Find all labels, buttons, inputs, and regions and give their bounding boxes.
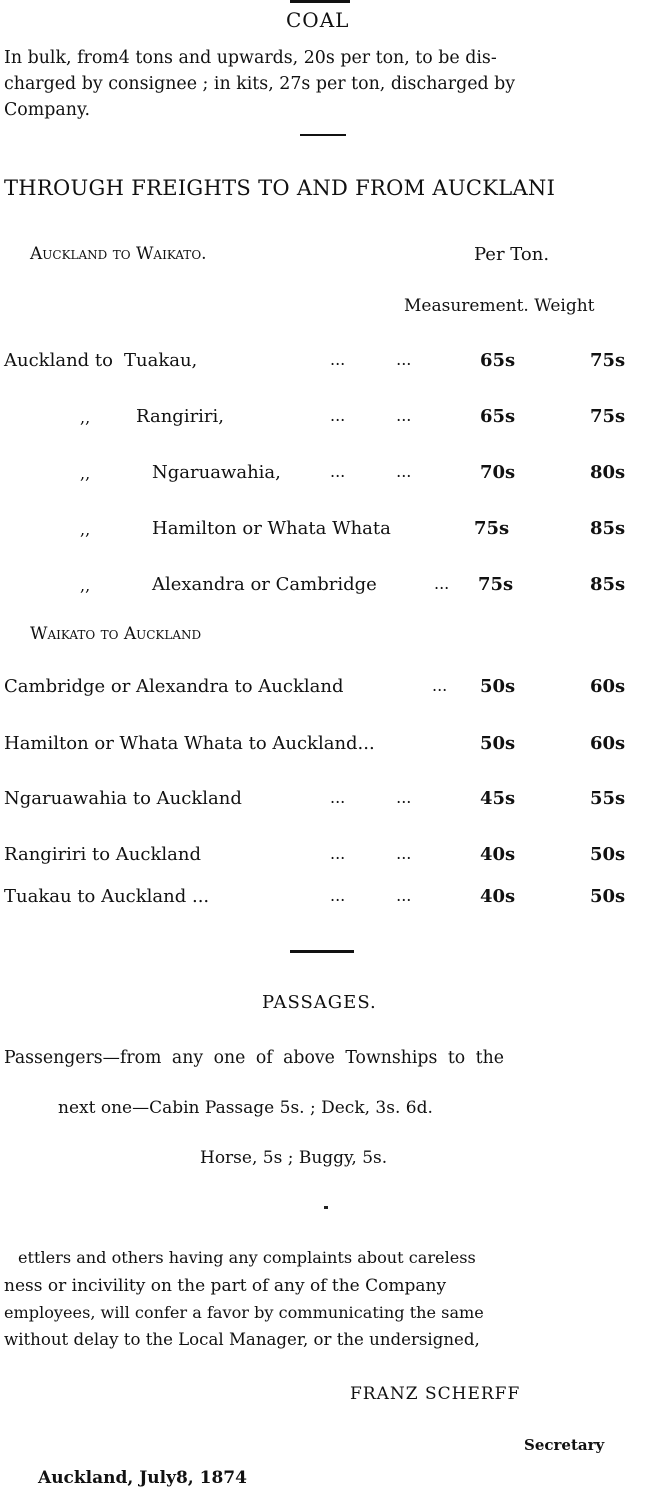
row-weight: 75s: [590, 406, 626, 427]
row-place: Hamilton or Whata Whata: [152, 518, 391, 539]
row-dots: ... ...: [330, 844, 412, 863]
row-weight: 60s: [590, 733, 626, 754]
row-prefix: ,,: [80, 464, 91, 483]
row-dots: ...: [432, 676, 448, 695]
row-measure: 75s: [478, 574, 514, 595]
row-weight: 60s: [590, 676, 626, 697]
row-weight: 50s: [590, 844, 626, 865]
row-measure: 70s: [480, 462, 516, 483]
passages-line-1: Passengers—from any one of above Townships to the: [4, 1048, 504, 1068]
row-place: Rangiriri,: [136, 406, 225, 427]
notice-line-2: ness or incivility on the part of any of the Company: [4, 1276, 447, 1296]
row-dots: ... ...: [330, 788, 412, 807]
row-place: Tuakau to Auckland ...: [4, 886, 210, 907]
row-place: Ngaruawahia,: [152, 462, 281, 483]
row-measure: 75s: [474, 518, 510, 539]
row-place: Tuakau,: [124, 350, 198, 371]
freights-heading: THROUGH FREIGHTS TO AND FROM AUCKLANI: [4, 176, 556, 200]
row-weight: 85s: [590, 518, 626, 539]
row-dots: ... ...: [330, 350, 412, 369]
signature-title: Secretary: [524, 1436, 605, 1454]
coal-text-line-2: charged by consignee ; in kits, 27s per ton, discharged by: [4, 74, 516, 94]
notice-line-3: employees, will confer a favor by communicating the same: [4, 1303, 484, 1322]
row-measure: 40s: [480, 844, 516, 865]
dot-mark: [324, 1206, 328, 1209]
row-measure: 40s: [480, 886, 516, 907]
row-prefix: ,,: [80, 520, 91, 539]
row-weight: 50s: [590, 886, 626, 907]
row-prefix: Auckland to: [4, 350, 113, 371]
row-measure: 50s: [480, 676, 516, 697]
passages-line-2: next one—Cabin Passage 5s. ; Deck, 3s. 6d.: [58, 1098, 433, 1118]
per-ton-label: Per Ton.: [474, 244, 550, 265]
divider-rule: [300, 134, 346, 136]
place-date: Auckland, July8, 1874: [38, 1468, 247, 1488]
top-rule: [290, 0, 350, 3]
row-prefix: ,,: [80, 576, 91, 595]
row-prefix: ,,: [80, 408, 91, 427]
row-weight: 80s: [590, 462, 626, 483]
passages-heading: PASSAGES.: [262, 992, 377, 1013]
row-weight: 85s: [590, 574, 626, 595]
coal-heading: COAL: [286, 8, 350, 32]
row-place: Cambridge or Alexandra to Auckland: [4, 676, 344, 697]
signature-name: FRANZ SCHERFF: [350, 1384, 521, 1404]
section-auckland-to-waikato: Auckland to Waikato.: [30, 244, 207, 264]
row-measure: 45s: [480, 788, 516, 809]
row-dots: ... ...: [330, 462, 412, 481]
row-weight: 75s: [590, 350, 626, 371]
row-place: Hamilton or Whata Whata to Auckland...: [4, 733, 375, 754]
divider-rule: [290, 950, 354, 953]
row-place: Ngaruawahia to Auckland: [4, 788, 242, 809]
section-waikato-to-auckland: Waikato to Auckland: [30, 624, 202, 644]
row-weight: 55s: [590, 788, 626, 809]
row-measure: 65s: [480, 350, 516, 371]
row-dots: ...: [434, 574, 450, 593]
row-place: Alexandra or Cambridge: [152, 574, 377, 595]
row-dots: ... ...: [330, 886, 412, 905]
row-measure: 50s: [480, 733, 516, 754]
row-place: Rangiriri to Auckland: [4, 844, 201, 865]
notice-line-4: without delay to the Local Manager, or the undersigned,: [4, 1330, 480, 1349]
row-measure: 65s: [480, 406, 516, 427]
coal-text-line-1: In bulk, from4 tons and upwards, 20s per ton, to be dis-: [4, 48, 497, 68]
column-headers: Measurement. Weight: [404, 296, 595, 316]
coal-text-line-3: Company.: [4, 100, 91, 120]
notice-line-1: ettlers and others having any complaints about careless: [18, 1248, 476, 1267]
row-dots: ... ...: [330, 406, 412, 425]
passages-line-3: Horse, 5s ; Buggy, 5s.: [200, 1148, 388, 1168]
